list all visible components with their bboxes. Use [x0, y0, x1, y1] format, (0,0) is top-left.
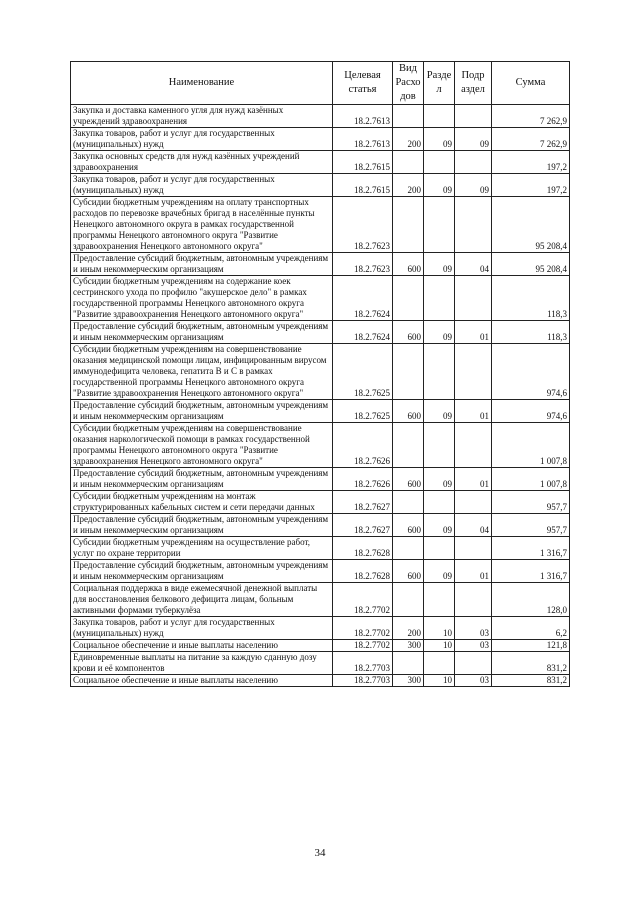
cell-sum: 974,6: [492, 400, 570, 423]
table-row: [71, 151, 570, 174]
cell-subsection: [455, 491, 492, 514]
cell-section: 09: [424, 321, 455, 344]
column-header-target: Целевая статья: [333, 62, 393, 105]
cell-section: [424, 652, 455, 675]
cell-kind: [393, 537, 424, 560]
cell-sum: 121,8: [492, 640, 570, 652]
cell-target: 18.2.7703: [333, 675, 393, 687]
cell-section: [424, 583, 455, 617]
cell-section: [424, 491, 455, 514]
cell-name: Субсидии бюджетным учреждениям на монтаж структурированных кабельных систем и сети передачи данных: [71, 491, 333, 514]
cell-target: 18.2.7626: [333, 468, 393, 491]
cell-kind: [393, 491, 424, 514]
cell-target: 18.2.7627: [333, 514, 393, 537]
cell-subsection: [455, 537, 492, 560]
table-row: [71, 491, 570, 514]
cell-subsection: 03: [455, 675, 492, 687]
cell-name: Закупка товаров, работ и услуг для государственных (муниципальных) нужд: [71, 128, 333, 151]
cell-target: 18.2.7623: [333, 253, 393, 276]
cell-section: [424, 423, 455, 468]
cell-target: 18.2.7702: [333, 617, 393, 640]
cell-name: Социальное обеспечение и иные выплаты населению: [71, 675, 333, 687]
table-row: [71, 128, 570, 151]
cell-section: [424, 344, 455, 400]
cell-sum: 1 007,8: [492, 423, 570, 468]
table-body: [71, 105, 570, 687]
cell-section: 10: [424, 640, 455, 652]
cell-name: Предоставление субсидий бюджетным, автономным учреждениям и иным некоммерческим организациям: [71, 321, 333, 344]
cell-kind: 600: [393, 253, 424, 276]
cell-sum: 957,7: [492, 491, 570, 514]
cell-sum: 831,2: [492, 675, 570, 687]
column-header-name: Наименование: [71, 62, 333, 105]
cell-kind: 200: [393, 617, 424, 640]
cell-sum: 197,2: [492, 151, 570, 174]
cell-name: Предоставление субсидий бюджетным, автономным учреждениям и иным некоммерческим организациям: [71, 468, 333, 491]
table-row: [71, 583, 570, 617]
cell-kind: 600: [393, 560, 424, 583]
budget-table: [70, 61, 570, 687]
cell-sum: 974,6: [492, 344, 570, 400]
cell-target: 18.2.7623: [333, 197, 393, 253]
cell-subsection: 04: [455, 253, 492, 276]
cell-name: Предоставление субсидий бюджетным, автономным учреждениям и иным некоммерческим организациям: [71, 253, 333, 276]
table-row: [71, 423, 570, 468]
cell-sum: 95 208,4: [492, 197, 570, 253]
cell-section: [424, 537, 455, 560]
cell-target: 18.2.7615: [333, 151, 393, 174]
table-row: [71, 640, 570, 652]
cell-kind: 600: [393, 514, 424, 537]
page-number: 34: [314, 847, 326, 859]
header-row: [71, 62, 570, 105]
cell-section: 09: [424, 400, 455, 423]
cell-target: 18.2.7624: [333, 321, 393, 344]
cell-sum: 1 007,8: [492, 468, 570, 491]
cell-subsection: 04: [455, 514, 492, 537]
cell-target: 18.2.7702: [333, 583, 393, 617]
table-row: [71, 617, 570, 640]
cell-kind: 200: [393, 128, 424, 151]
cell-section: 10: [424, 675, 455, 687]
cell-target: 18.2.7613: [333, 128, 393, 151]
cell-subsection: 09: [455, 128, 492, 151]
column-header-section: Разде л: [424, 62, 455, 105]
table-header: [71, 62, 570, 105]
cell-target: 18.2.7613: [333, 105, 393, 128]
cell-kind: 600: [393, 321, 424, 344]
cell-kind: [393, 151, 424, 174]
cell-target: 18.2.7703: [333, 652, 393, 675]
column-header-subsection: Подр аздел: [455, 62, 492, 105]
cell-name: Субсидии бюджетным учреждениям на содержание коек сестринского ухода по профилю "акушерское дело" в рамках государственной программы Ненецкого автономного округа "Развитие здравоохранения Ненецкого автономного округа": [71, 276, 333, 321]
table-row: [71, 675, 570, 687]
cell-kind: 300: [393, 675, 424, 687]
column-header-kind: Вид Расхо дов: [393, 62, 424, 105]
cell-name: Субсидии бюджетным учреждениям на совершенствование оказания наркологической помощи в рамках государственной программы Ненецкого автономного округа "Развитие здравоохранения Ненецкого автономного округа": [71, 423, 333, 468]
cell-name: Закупка и доставка каменного угля для нужд казённых учреждений здравоохранения: [71, 105, 333, 128]
budget-table-container: [70, 61, 569, 687]
cell-name: Субсидии бюджетным учреждениям на совершенствование оказания медицинской помощи лицам, инфицированным вирусом иммунодефицита человека, гепатита В и С в рамках государственной программы Ненецкого автономного округа "Развитие здравоохранения Ненецкого автономного округа": [71, 344, 333, 400]
cell-name: Социальная поддержка в виде ежемесячной денежной выплаты для восстановления белкового дефицита лицам, больным активными формами туберкулёза: [71, 583, 333, 617]
cell-name: Субсидии бюджетным учреждениям на осуществление работ, услуг по охране территории: [71, 537, 333, 560]
table-row: [71, 197, 570, 253]
cell-name: Социальное обеспечение и иные выплаты населению: [71, 640, 333, 652]
cell-name: Единовременные выплаты на питание за каждую сданную дозу крови и её компонентов: [71, 652, 333, 675]
cell-section: 09: [424, 253, 455, 276]
cell-name: Закупка товаров, работ и услуг для государственных (муниципальных) нужд: [71, 174, 333, 197]
cell-kind: [393, 652, 424, 675]
table-row: [71, 400, 570, 423]
cell-kind: [393, 583, 424, 617]
cell-name: Предоставление субсидий бюджетным, автономным учреждениям и иным некоммерческим организациям: [71, 514, 333, 537]
cell-sum: 6,2: [492, 617, 570, 640]
table-row: [71, 514, 570, 537]
cell-section: [424, 151, 455, 174]
cell-section: [424, 276, 455, 321]
cell-subsection: 01: [455, 560, 492, 583]
cell-section: 09: [424, 468, 455, 491]
cell-target: 18.2.7626: [333, 423, 393, 468]
cell-subsection: [455, 423, 492, 468]
table-row: [71, 276, 570, 321]
cell-subsection: [455, 276, 492, 321]
cell-name: Закупка товаров, работ и услуг для государственных (муниципальных) нужд: [71, 617, 333, 640]
cell-subsection: [455, 583, 492, 617]
table-row: [71, 652, 570, 675]
cell-subsection: 01: [455, 400, 492, 423]
cell-sum: 7 262,9: [492, 128, 570, 151]
cell-section: [424, 197, 455, 253]
cell-target: 18.2.7628: [333, 560, 393, 583]
cell-subsection: [455, 344, 492, 400]
cell-kind: [393, 197, 424, 253]
cell-kind: [393, 276, 424, 321]
cell-target: 18.2.7615: [333, 174, 393, 197]
cell-target: 18.2.7625: [333, 344, 393, 400]
cell-name: Субсидии бюджетным учреждениям на оплату транспортных расходов по перевозке врачебных бригад в населённые пункты Ненецкого автономного округа в рамках государственной программы Ненецкого автономного округа "Развитие здравоохранения Ненецкого автономного округа": [71, 197, 333, 253]
cell-subsection: 01: [455, 321, 492, 344]
table-row: [71, 253, 570, 276]
cell-subsection: [455, 652, 492, 675]
cell-name: Предоставление субсидий бюджетным, автономным учреждениям и иным некоммерческим организациям: [71, 560, 333, 583]
cell-subsection: 09: [455, 174, 492, 197]
cell-subsection: [455, 197, 492, 253]
table-row: [71, 174, 570, 197]
cell-section: [424, 105, 455, 128]
cell-sum: 95 208,4: [492, 253, 570, 276]
table-row: [71, 537, 570, 560]
table-row: [71, 344, 570, 400]
cell-kind: 600: [393, 400, 424, 423]
cell-target: 18.2.7624: [333, 276, 393, 321]
table-row: [71, 105, 570, 128]
cell-sum: 7 262,9: [492, 105, 570, 128]
cell-kind: [393, 344, 424, 400]
cell-section: 10: [424, 617, 455, 640]
cell-subsection: 01: [455, 468, 492, 491]
cell-sum: 831,2: [492, 652, 570, 675]
cell-subsection: 03: [455, 640, 492, 652]
cell-target: 18.2.7625: [333, 400, 393, 423]
cell-section: 09: [424, 560, 455, 583]
cell-target: 18.2.7627: [333, 491, 393, 514]
cell-kind: 200: [393, 174, 424, 197]
cell-target: 18.2.7628: [333, 537, 393, 560]
cell-target: 18.2.7702: [333, 640, 393, 652]
cell-kind: [393, 105, 424, 128]
column-header-sum: Сумма: [492, 62, 570, 105]
cell-sum: 957,7: [492, 514, 570, 537]
cell-sum: 118,3: [492, 321, 570, 344]
cell-sum: 1 316,7: [492, 537, 570, 560]
cell-subsection: [455, 105, 492, 128]
cell-sum: 128,0: [492, 583, 570, 617]
cell-sum: 197,2: [492, 174, 570, 197]
table-row: [71, 560, 570, 583]
cell-section: 09: [424, 128, 455, 151]
cell-section: 09: [424, 174, 455, 197]
cell-kind: [393, 423, 424, 468]
cell-sum: 1 316,7: [492, 560, 570, 583]
cell-subsection: [455, 151, 492, 174]
cell-name: Закупка основных средств для нужд казённых учреждений здравоохранения: [71, 151, 333, 174]
cell-sum: 118,3: [492, 276, 570, 321]
table-row: [71, 321, 570, 344]
cell-kind: 600: [393, 468, 424, 491]
table-row: [71, 468, 570, 491]
cell-subsection: 03: [455, 617, 492, 640]
cell-name: Предоставление субсидий бюджетным, автономным учреждениям и иным некоммерческим организациям: [71, 400, 333, 423]
cell-kind: 300: [393, 640, 424, 652]
cell-section: 09: [424, 514, 455, 537]
